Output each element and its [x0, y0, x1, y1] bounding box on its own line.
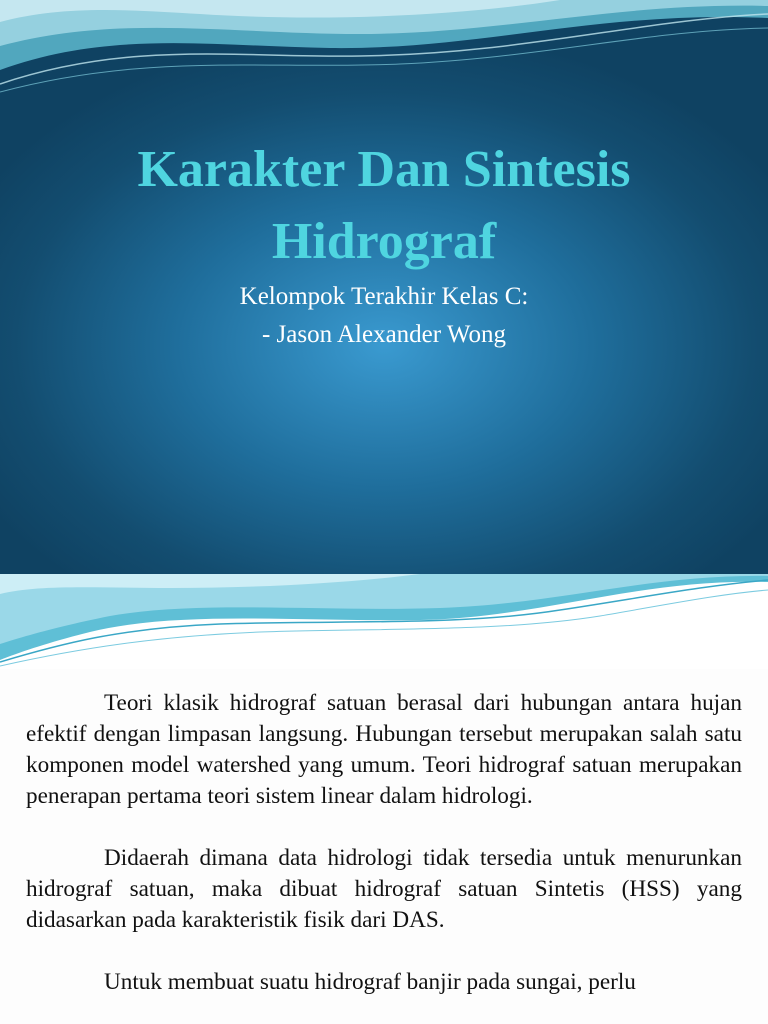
document-body — [26, 688, 742, 1024]
slide-title-line-1: Karakter Dan Sintesis — [137, 141, 631, 198]
paragraph-3: Untuk membuat suatu hidrograf banjir pada sungai, perlu — [104, 969, 636, 995]
paragraph-1: Teori klasik hidrograf satuan berasal dari hubungan antara hujan efektif dengan limpasan langsung. Hubungan tersebut merupakan salah satu komponen model watershed yang umum. Teori hidrograf satuan merupakan penerapan pertama teori sistem linear dalam hidrologi. — [26, 690, 742, 809]
slide-title-line-2: Hidrograf — [271, 213, 497, 270]
bottom-wave-decoration — [0, 574, 768, 669]
slide-title — [40, 134, 728, 278]
paragraph-2: Didaerah dimana data hidrologi tidak tersedia untuk menurunkan hidrograf satuan, maka dibuat hidrograf satuan Sintetis (HSS) yang didasarkan pada karakteristik fisik dari DAS. — [26, 845, 742, 933]
subtitle-member-name: - Jason Alexander Wong — [261, 321, 506, 348]
subtitle-group-label: Kelompok Terakhir Kelas C: — [239, 283, 529, 310]
slide-subtitle — [40, 278, 728, 354]
top-wave-decoration — [0, 0, 768, 110]
